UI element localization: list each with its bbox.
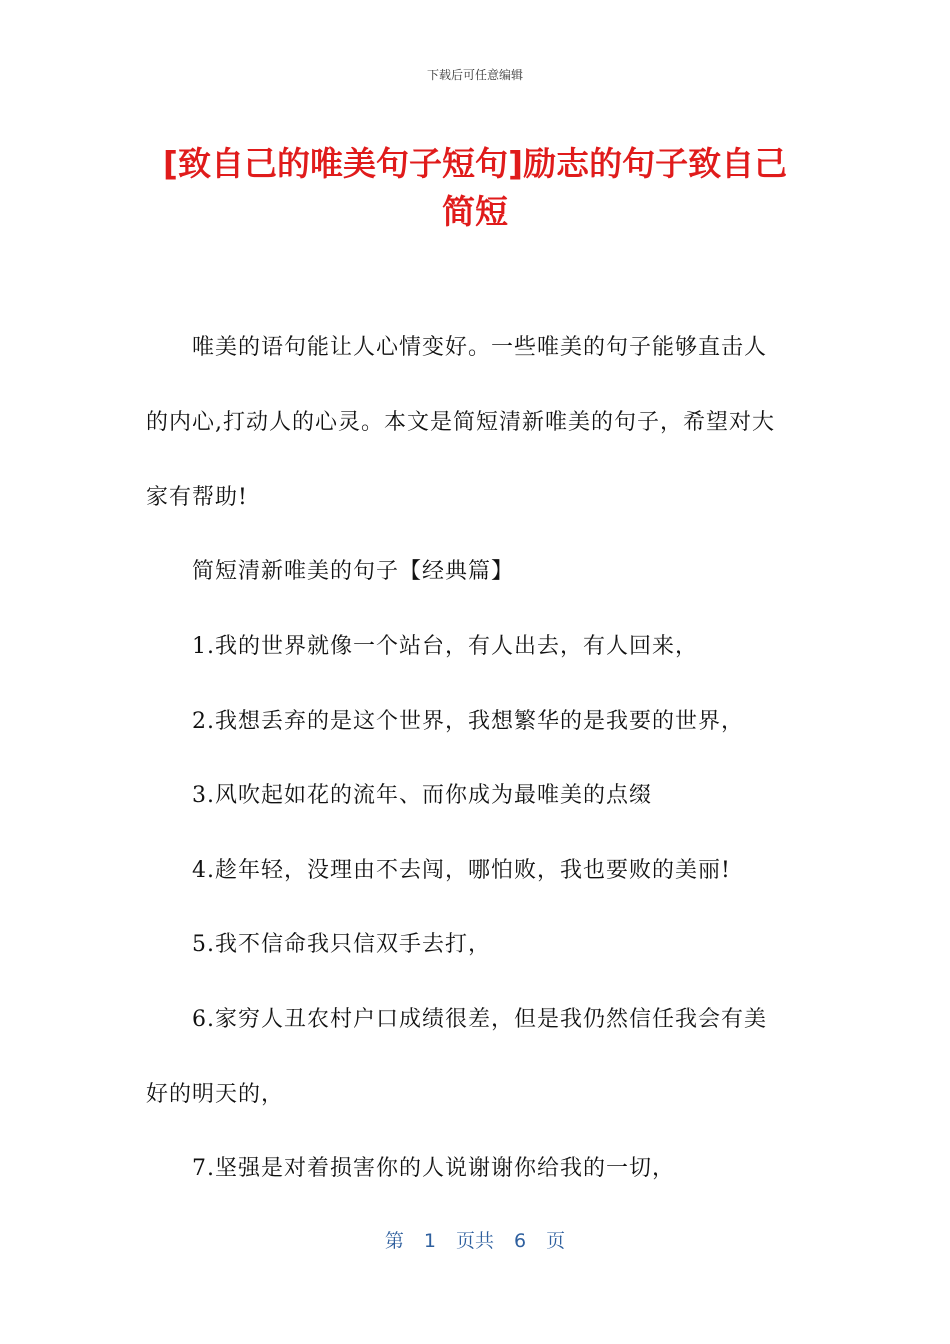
- footer-label-page: 第: [384, 1230, 404, 1252]
- footer-label-total: 页共: [455, 1230, 494, 1252]
- intro-line-3: 家有帮助!: [146, 485, 248, 510]
- list-item: 7.坚强是对着损害你的人说谢谢你给我的一切，: [192, 1156, 675, 1181]
- list-item: 3.风吹起如花的流年、而你成为最唯美的点缀: [192, 783, 652, 808]
- title-line-2: 简短: [442, 192, 508, 231]
- footer-label-suffix: 页: [546, 1230, 566, 1252]
- intro-line-1: 唯美的语句能让人心情变好。一些唯美的句子能够直击人: [192, 335, 768, 360]
- list-item: 5.我不信命我只信双手去打，: [192, 932, 491, 957]
- footer-total-pages: 6: [514, 1230, 527, 1252]
- page-footer: [0, 1226, 950, 1253]
- list-item-continuation: 好的明天的，: [146, 1082, 285, 1107]
- list-item: 4.趁年轻，没理由不去闯，哪怕败，我也要败的美丽!: [192, 858, 731, 883]
- footer-current-page: 1: [423, 1230, 436, 1252]
- intro-line-2: 的内心,打动人的心灵。本文是简短清新唯美的句子，希望对大: [146, 410, 775, 435]
- document-title: [120, 140, 830, 236]
- title-line-1: [致自己的唯美句子短句]励志的句子致自己: [162, 144, 788, 183]
- list-item: 2.我想丢弃的是这个世界，我想繁华的是我要的世界，: [192, 709, 744, 734]
- section-heading: 简短清新唯美的句子【经典篇】: [192, 559, 515, 584]
- header-note: 下载后可任意编辑: [426, 68, 523, 82]
- list-item: 6.家穷人丑农村户口成绩很差，但是我仍然信任我会有美: [192, 1007, 767, 1032]
- list-item: 1.我的世界就像一个站台，有人出去，有人回来，: [192, 634, 698, 659]
